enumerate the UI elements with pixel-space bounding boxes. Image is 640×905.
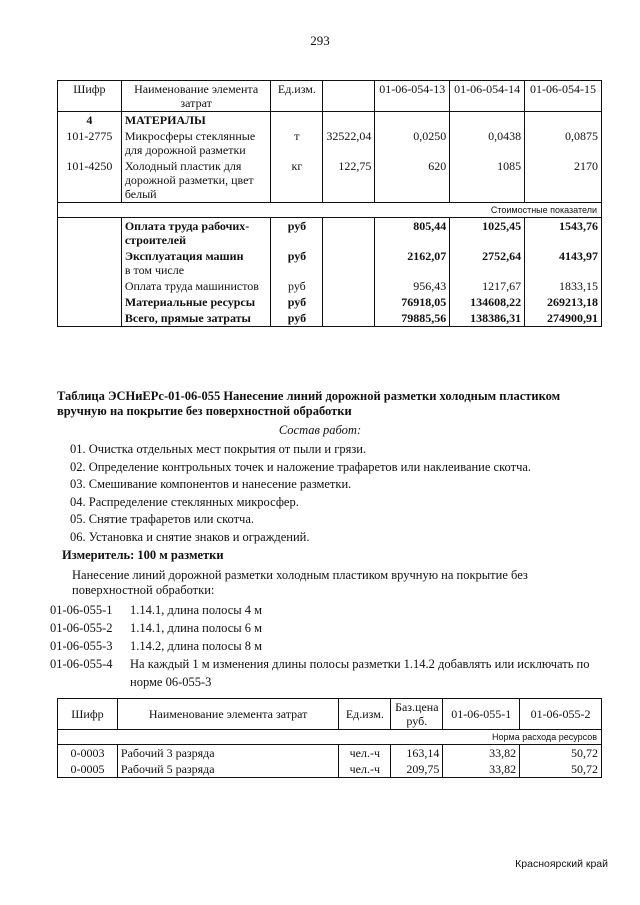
works-list [70, 441, 531, 546]
cell-code: 0-0005 [58, 761, 118, 778]
subheader-row [58, 730, 602, 745]
cell-value: 1543,76 [525, 218, 602, 249]
norm-code: 01-06-055-2 [50, 621, 113, 635]
cell-unit: чел.-ч [339, 745, 391, 762]
cell-unit: руб [271, 310, 323, 327]
header-cell: 01-06-054-15 [525, 81, 602, 112]
header-cell: Ед.изм. [271, 81, 323, 112]
cell-unit: кг [271, 158, 323, 203]
cell-name: Всего, прямые затраты [121, 310, 271, 327]
table-row [58, 248, 602, 278]
cell-unit: руб [271, 248, 323, 278]
table-row [58, 294, 602, 310]
cell-price: 209,75 [391, 761, 443, 778]
cell-value: 138386,31 [450, 310, 525, 327]
cell-value: 1217,67 [450, 278, 525, 294]
page-number: 293 [310, 33, 330, 48]
cell-value: 805,44 [375, 218, 450, 249]
cell-code: 101-4250 [58, 158, 122, 203]
list-item [50, 655, 610, 691]
cell-value: 134608,22 [450, 294, 525, 310]
norm-description: 1.14.1, длина полосы 6 м [130, 621, 263, 635]
cell-name: Оплата труда машинистов [121, 278, 271, 294]
table-header-row [58, 81, 602, 112]
cell-code: 0-0003 [58, 745, 118, 762]
header-cell: 01-06-055-1 [443, 699, 520, 730]
cell-price: 163,14 [391, 745, 443, 762]
cell-price: 122,75 [323, 158, 375, 203]
cell-value: 1833,15 [525, 278, 602, 294]
header-cell: Шифр [58, 699, 118, 730]
norm-code: 01-06-055-1 [50, 603, 113, 617]
cell-value: 50,72 [520, 745, 602, 762]
cost-row-title: Эксплуатация машин [124, 249, 244, 263]
table-row [58, 158, 602, 203]
subheader-row [58, 203, 602, 218]
header-cell [323, 81, 375, 112]
table-row [58, 310, 602, 327]
norm-description: 1.14.2, длина полосы 8 м [130, 639, 263, 653]
section-code: 4 [58, 112, 122, 129]
cell-value: 274900,91 [525, 310, 602, 327]
cell-value: 76918,05 [375, 294, 450, 310]
cell-name: Холодный пластик для дорожной разметки, цвет белый [121, 158, 271, 203]
list-item: 02. Определение контрольных точек и наложение трафаретов или наклеивание скотча. [70, 459, 532, 474]
footer-region: Красноярский край [515, 858, 608, 870]
cell-value: 0,0250 [375, 128, 450, 158]
cell-name [121, 248, 271, 278]
resources-table-054 [57, 80, 602, 327]
table-header-row [58, 699, 602, 730]
list-item: 03. Смешивание компонентов и нанесение разметки. [70, 477, 352, 491]
norm-description: На каждый 1 м изменения длины полосы разметки 1.14.2 добавлять или исключать по норме 06-055-3 [130, 657, 590, 689]
cell-value: 2752,64 [450, 248, 525, 278]
cell-unit: руб [271, 278, 323, 294]
cell-name: Рабочий 5 разряда [117, 761, 338, 778]
table-caption: Таблица ЭСНиЕРс-01-06-055 Нанесение линий дорожной разметки холодным пластиком вручную на покрытие без поверхностной обработки [57, 389, 561, 418]
cell-unit: руб [271, 218, 323, 249]
cell-name: Материальные ресурсы [121, 294, 271, 310]
cell-name: Рабочий 3 разряда [117, 745, 338, 762]
list-item: 04. Распределение стеклянных микросфер. [70, 494, 299, 509]
cell-value: 620 [375, 158, 450, 203]
cell-name: Оплата труда рабочих-строителей [121, 218, 271, 249]
cell-value: 956,43 [375, 278, 450, 294]
table-row [58, 761, 602, 778]
cell-value: 33,82 [443, 761, 520, 778]
table-row [58, 278, 602, 294]
intro-text: Нанесение линий дорожной разметки холодным пластиком вручную на покрытие без поверхностной обработки: [72, 568, 528, 597]
cell-value: 2162,07 [375, 248, 450, 278]
list-item [50, 601, 610, 619]
cell-value: 269213,18 [525, 294, 602, 310]
cell-unit: руб [271, 294, 323, 310]
header-cell: 01-06-054-14 [450, 81, 525, 112]
section-title: МАТЕРИАЛЫ [121, 112, 271, 129]
cell-value: 1025,45 [450, 218, 525, 249]
table-row [58, 128, 602, 158]
list-item [50, 619, 610, 637]
cell-value: 0,0438 [450, 128, 525, 158]
measure-unit: Измеритель: 100 м разметки [62, 548, 224, 562]
header-cell: Шифр [58, 81, 122, 112]
header-cell: Наименование элемента затрат [121, 81, 271, 112]
header-cell: Ед.изм. [339, 699, 391, 730]
cell-value: 50,72 [520, 761, 602, 778]
subheader-label: Стоимостные показатели [58, 203, 602, 218]
cell-value: 79885,56 [375, 310, 450, 327]
norm-code: 01-06-055-3 [50, 639, 113, 653]
header-cell: Наименование элемента затрат [117, 699, 338, 730]
table-row [58, 745, 602, 762]
list-item: 06. Установка и снятие знаков и ограждений. [70, 529, 310, 544]
cell-name: Микросферы стеклянные для дорожной разметки [121, 128, 271, 158]
header-cell: 01-06-054-13 [375, 81, 450, 112]
resources-table-055 [57, 698, 602, 778]
cell-unit: т [271, 128, 323, 158]
cost-row-note: в том числе [124, 263, 185, 277]
header-cell: Баз.цена руб. [391, 699, 443, 730]
cell-unit: чел.-ч [339, 761, 391, 778]
cell-value: 2170 [525, 158, 602, 203]
cell-price: 32522,04 [323, 128, 375, 158]
table-row [58, 218, 602, 249]
norm-code: 01-06-055-4 [50, 657, 113, 671]
table-row [58, 112, 602, 129]
cell-value: 1085 [450, 158, 525, 203]
cell-value: 4143,97 [525, 248, 602, 278]
code-list [50, 601, 610, 691]
header-cell: 01-06-055-2 [520, 699, 602, 730]
norm-description: 1.14.1, длина полосы 4 м [130, 603, 263, 617]
cell-value: 33,82 [443, 745, 520, 762]
cell-code: 101-2775 [58, 128, 122, 158]
subheader-label: Норма расхода ресурсов [58, 730, 602, 745]
list-item: 01. Очистка отдельных мест покрытия от пыли и грязи. [70, 442, 367, 456]
works-title: Состав работ: [278, 423, 362, 437]
cell-value: 0,0875 [525, 128, 602, 158]
list-item [50, 637, 610, 655]
list-item: 05. Снятие трафаретов или скотча. [70, 512, 255, 526]
